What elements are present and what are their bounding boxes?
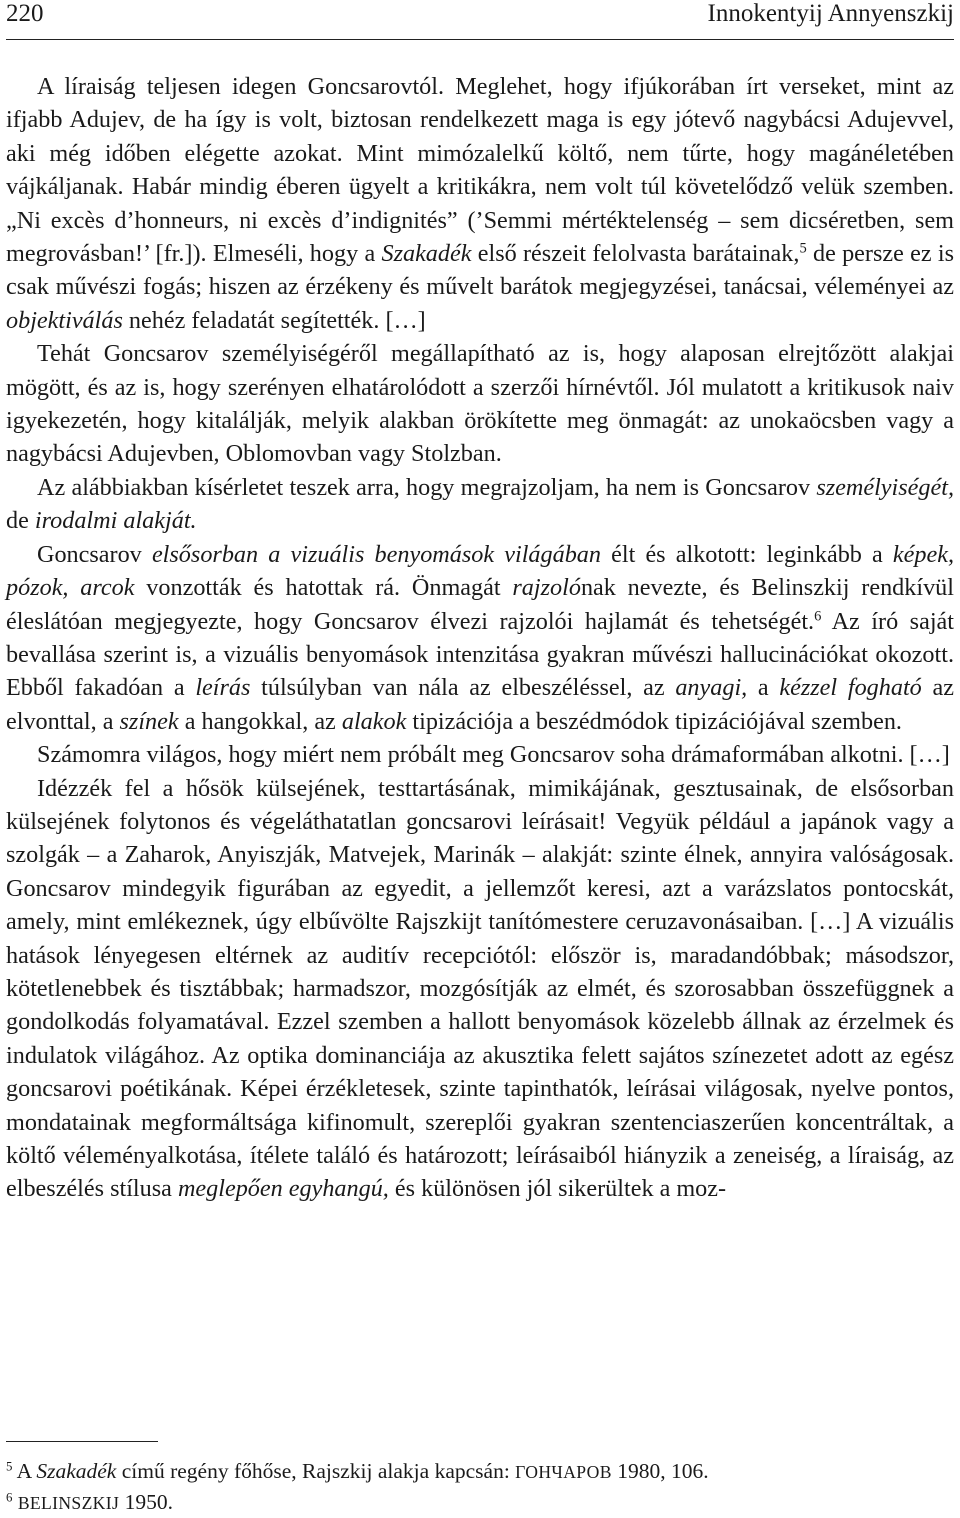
text-run: című regény főhőse, Rajszkij alakja kapcsán:: [116, 1459, 516, 1483]
text-run: 1980, 106.: [611, 1459, 709, 1483]
italic-text: képek, pózok, arcok: [6, 540, 955, 602]
footnote-rule: [6, 1441, 158, 1442]
italic-text: személyiségét,: [816, 473, 954, 501]
text-run: Goncsarov: [37, 540, 152, 568]
text-run: Idézzék fel a hősök külsejének, testtartásának, mimikájának, gesztusainak, de elsősorban külsejének folytonos és végeláthatatlan goncsarovi leírásait! Vegyük például a japánok vagy a szolgák – a Zaharok, Anyiszják, Matvejek, Marinák – alakját: szinte élnek, annyira valóságosak. Goncsarov mindegyik figurában az egyedit, a jellemzőt keresi, azt a varázslatos pontocskát, amely, mint emlékeznek, úgy elbűvölte Rajszkijt tanítómestere ceruzavonásaiban. […] A vizuális hatások lényegesen eltérnek az auditív recepciótól: először is, maradandóbbak; másodszor, kötetlenebbek és tisztábbak; harmadszor, mozgósítják az elmét, és szorosabban összefüggnek a gondolkodás folyamatával. Ezzel szemben a hallott benyomások közelebb állnak az érzelmek és indulatok világához. Az optika dominanciája az akusztika felett sajátos színezetet adott az egész goncsarovi poétikának. Képei érzékletesek, szinte tapinthatók, leírásai világosak, nyelve pontos, mondatainak megformáltsága kifinomult, szereplői gyakran szentenciaszerűen koncentráltak, a költő véleményalkotása, ítélete találó és határozott; leírásaiból hiányzik a zeneiség, a líraiság, az elbeszélés stílusa: [6, 774, 954, 1203]
footnote-ref: 6: [6, 1490, 13, 1505]
paragraph: [6, 772, 954, 1206]
text-run: túlsúlyban van nála az elbeszéléssel, az: [250, 674, 676, 702]
text-run: Tehát Goncsarov személyiségéről megállapítható az is, hogy alaposan elrejtőzött alakjai mögött, és az is, hogy szerényen elhatárolódott a szerzői hírnévtől. Jól mulatott a kritikusok naiv igyekezetén, hogy kitalálják, melyik alakban örökítette meg önmagát: az unokaöcsben vagy a nagybácsi Adujevben, Oblomovban vagy Stolzban.: [6, 340, 954, 468]
paragraph: [6, 538, 954, 738]
italic-text: meglepően egyhangú,: [177, 1175, 389, 1203]
footnote-ref: 5: [799, 240, 807, 257]
footnote: [6, 1456, 954, 1487]
italic-text: objektiválás: [6, 306, 123, 334]
header-rule: [6, 39, 954, 40]
footnote-ref: 5: [6, 1459, 13, 1474]
text-run: a hangokkal, az: [178, 707, 342, 735]
footnote: [6, 1487, 954, 1518]
italic-text: Szakadék: [36, 1459, 117, 1483]
small-caps-name: ГОНЧАРОВ: [515, 1462, 612, 1482]
italic-text: színek: [119, 707, 179, 735]
text-run: tipizációja a beszédmódok tipizációjával szemben.: [406, 707, 902, 735]
text-run: és különösen jól sikerültek a moz-: [388, 1175, 727, 1203]
italic-text: Szakadék: [381, 240, 472, 268]
paragraph: [6, 738, 954, 771]
text-run: vonzották és hatottak rá. Önmagát: [134, 574, 513, 602]
page-header: [6, 0, 954, 38]
italic-text: rajzoló: [512, 574, 581, 602]
small-caps-name: BELINSZKIJ: [17, 1493, 120, 1513]
text-run: A líraiság teljesen idegen Goncsarovtól. Meglehet, hogy ifjúkorában írt verseket, mint az ifjabb Adujev, de ha így is volt, biztosan rendelkezett maga is egy jótevő nagybácsi Adujevvel, aki még időben elégette azokat. Mint mimózalelkű költő, nem tűrte, hogy magánéletében vájkáljanak. Habár mindig éberen ügyelt a kritikákra, nem volt túl követelődző velük szemben. „Ni excès d’honneurs, ni excès d’indignités” (’Semmi mértéktelenség – sem dicséretben, sem megrovásban!’ [fr.]). Elmeséli, hogy a: [6, 73, 954, 268]
page-number: 220: [6, 0, 44, 27]
italic-text: alakok: [341, 707, 407, 735]
italic-text: kézzel fogható: [779, 674, 922, 702]
text-run: Az író saját bevallása szerint is, a vizuális benyomások intenzitása gyakran művészi hallucinációkat okozott. Ebből fakadóan a: [6, 607, 955, 702]
paragraph: [6, 337, 954, 471]
text-run: nak nevezte, és Belinszkij rendkívül éleslátóan megjegyezte, hogy Goncsarov élvezi rajzolói hajlamát és tehetségét.: [6, 574, 954, 635]
italic-text: irodalmi alakját.: [34, 507, 197, 535]
body-text: [6, 70, 954, 1206]
italic-text: leírás: [195, 674, 251, 702]
text-run: Az alábbiakban kísérletet teszek arra, hogy megrajzoljam, ha nem is Goncsarov: [37, 473, 817, 501]
footnote-ref: 6: [814, 607, 822, 624]
text-run: A: [12, 1459, 37, 1483]
paragraph: [6, 471, 954, 538]
text-run: élt és alkotott: leginkább a: [600, 540, 893, 568]
text-run: de persze ez is csak művészi fogás; hiszen az érzékeny és művelt barátok megjegyzései, tanácsai, véleményei az: [6, 240, 955, 301]
running-title: Innokentyij Annyenszkij: [707, 0, 954, 27]
italic-text: elsősorban a vizuális benyomások világában: [151, 540, 601, 568]
paragraph: [6, 70, 954, 337]
text-run: az elvonttal, a: [6, 674, 954, 735]
text-run: 1950.: [119, 1490, 173, 1514]
italic-text: anyagi,: [675, 674, 748, 702]
footnotes: [6, 1456, 954, 1518]
text-run: a: [747, 674, 780, 702]
text-run: első részeit felolvasta barátainak,: [471, 240, 800, 268]
text-run: de: [6, 507, 35, 535]
text-run: nehéz feladatát segítették. […]: [122, 306, 426, 334]
text-run: Számomra világos, hogy miért nem próbált meg Goncsarov soha drámaformában alkotni. […]: [37, 741, 950, 769]
